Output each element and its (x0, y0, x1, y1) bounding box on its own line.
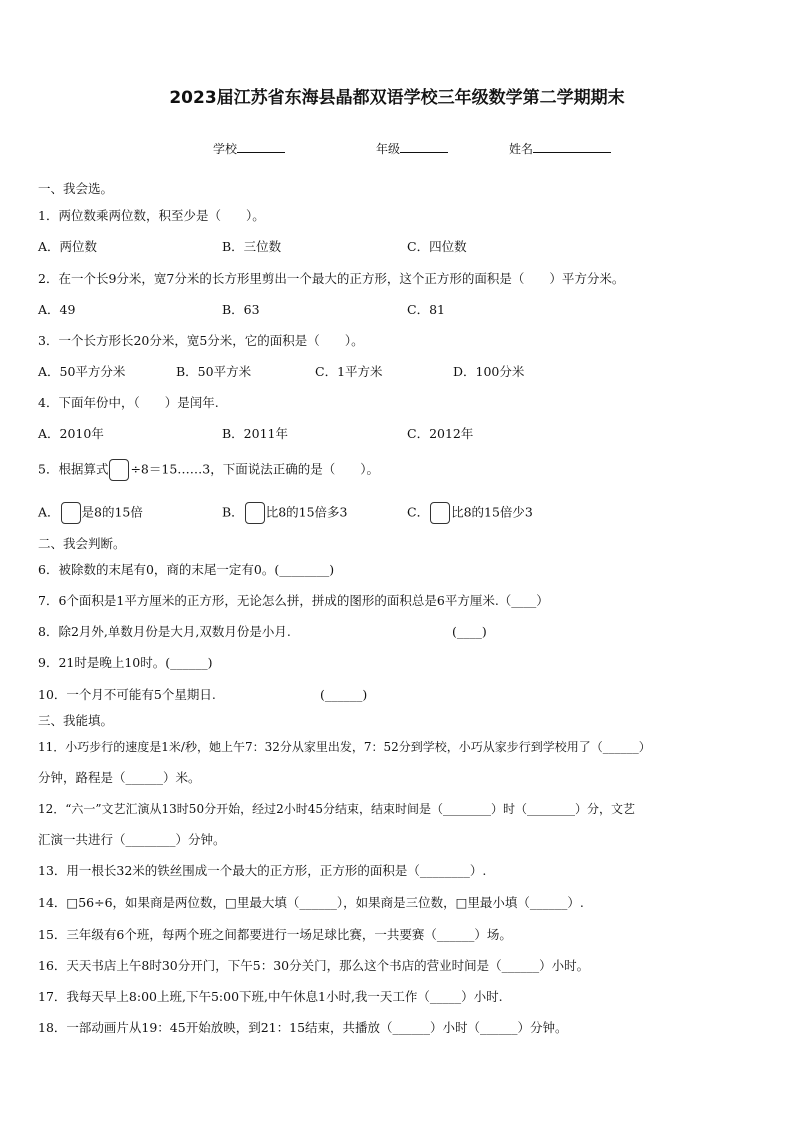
q4-option-b[interactable]: B．2011年 (222, 426, 288, 441)
name-field (509, 141, 611, 157)
q5-text-post: ÷8＝15……3，下面说法正确的是（ ）。 (130, 461, 379, 477)
q3-option-d[interactable]: D．100分米 (453, 364, 525, 379)
page-title: 2023届江苏省东海县晶都双语学校三年级数学第二学期期末 (169, 88, 625, 108)
question-8: 8．除2月外,单数月份是大月,双数月份是小月. (38, 624, 291, 639)
section-judge-heading: 二、我会判断。 (38, 536, 126, 551)
question-18: 18．一部动画片从19：45开始放映，到21：15结束，共播放（______）小时（______）分钟。 (38, 1020, 568, 1035)
q4-option-c[interactable]: C．2012年 (407, 426, 474, 441)
question-16: 16．天天书店上午8时30分开门，下午5：30分关门，那么这个书店的营业时间是（______）小时。 (38, 958, 590, 973)
q5c-box (430, 502, 450, 524)
q3-option-c[interactable]: C．1平方米 (315, 364, 383, 379)
name-blank[interactable] (533, 141, 611, 153)
question-12-line-2: 汇演一共进行（________）分钟。 (38, 832, 226, 847)
question-14: 14．□56÷6，如果商是两位数，□里最大填（______），如果商是三位数，□里最小填（______）. (38, 895, 584, 910)
q8-answer-blank[interactable]: (____) (452, 624, 487, 639)
q1-option-a[interactable]: A．两位数 (38, 239, 98, 254)
section-choice-heading: 一、我会选。 (38, 181, 114, 196)
q5b-text: 比8的15倍多3 (265, 504, 348, 520)
question-3: 3．一个长方形长20分米，宽5分米，它的面积是（ ）。 (38, 333, 364, 348)
q5a-letter: A． (38, 504, 60, 520)
name-label: 姓名 (509, 142, 534, 156)
grade-field (376, 141, 448, 157)
q10-answer-blank[interactable]: (______) (320, 687, 368, 702)
question-7: 7．6个面积是1平方厘米的正方形，无论怎么拼，拼成的图形的面积总是6平方厘米.（____） (38, 593, 549, 608)
q5-text-pre: 5．根据算式 (38, 461, 109, 477)
question-9: 9．21时是晚上10时。(______) (38, 655, 213, 670)
q5c-text: 比8的15倍少3 (451, 504, 533, 520)
q1-option-c[interactable]: C．四位数 (407, 239, 467, 254)
q1-option-b[interactable]: B．三位数 (222, 239, 282, 254)
question-5 (38, 459, 379, 481)
q2-option-a[interactable]: A．49 (38, 302, 76, 317)
q5a-text: 是8的15倍 (81, 504, 143, 520)
q4-option-a[interactable]: A．2010年 (38, 426, 104, 441)
question-13: 13．用一根长32米的铁丝围成一个最大的正方形，正方形的面积是（________）. (38, 863, 487, 878)
school-label: 学校 (213, 142, 238, 156)
q2-option-c[interactable]: C．81 (407, 302, 445, 317)
q3-option-a[interactable]: A．50平方分米 (38, 364, 126, 379)
q3-option-b[interactable]: B．50平方米 (176, 364, 252, 379)
question-4: 4．下面年份中，（ ）是闰年. (38, 395, 219, 410)
q5c-letter: C． (407, 504, 430, 520)
q5-blank-box[interactable] (109, 459, 129, 481)
q5a-box (61, 502, 81, 524)
question-11-line-2: 分钟，路程是（______）米。 (38, 770, 201, 785)
question-12-line-1: 12．“六一”文艺汇演从13时50分开始，经过2小时45分结束，结束时间是（________）时（________）分，文艺 (38, 802, 635, 816)
school-blank[interactable] (237, 141, 285, 153)
section-fill-heading: 三、我能填。 (38, 713, 114, 728)
q2-option-b[interactable]: B．63 (222, 302, 260, 317)
question-17: 17．我每天早上8:00上班,下午5:00下班,中午休息1小时,我一天工作（_____）小时. (38, 989, 503, 1004)
question-15: 15．三年级有6个班，每两个班之间都要进行一场足球比赛，一共要赛（______）场。 (38, 927, 512, 942)
grade-label: 年级 (376, 142, 401, 156)
question-1: 1．两位数乘两位数，积至少是（ ）。 (38, 208, 265, 223)
q5-option-b[interactable] (222, 502, 348, 524)
question-11-line-1: 11．小巧步行的速度是1米/秒，她上午7：32分从家里出发，7：52分到学校，小巧从家步行到学校用了（______） (38, 740, 651, 754)
question-6: 6．被除数的末尾有0，商的末尾一定有0。(________) (38, 562, 335, 577)
q5b-letter: B． (222, 504, 244, 520)
school-field (213, 141, 285, 157)
q5-option-c[interactable] (407, 502, 533, 524)
grade-blank[interactable] (400, 141, 448, 153)
question-10: 10．一个月不可能有5个星期日. (38, 687, 216, 702)
q5b-box (245, 502, 265, 524)
q5-option-a[interactable] (38, 502, 143, 524)
question-2: 2．在一个长9分米，宽7分米的长方形里剪出一个最大的正方形，这个正方形的面积是（ ）平方分米。 (38, 271, 625, 286)
